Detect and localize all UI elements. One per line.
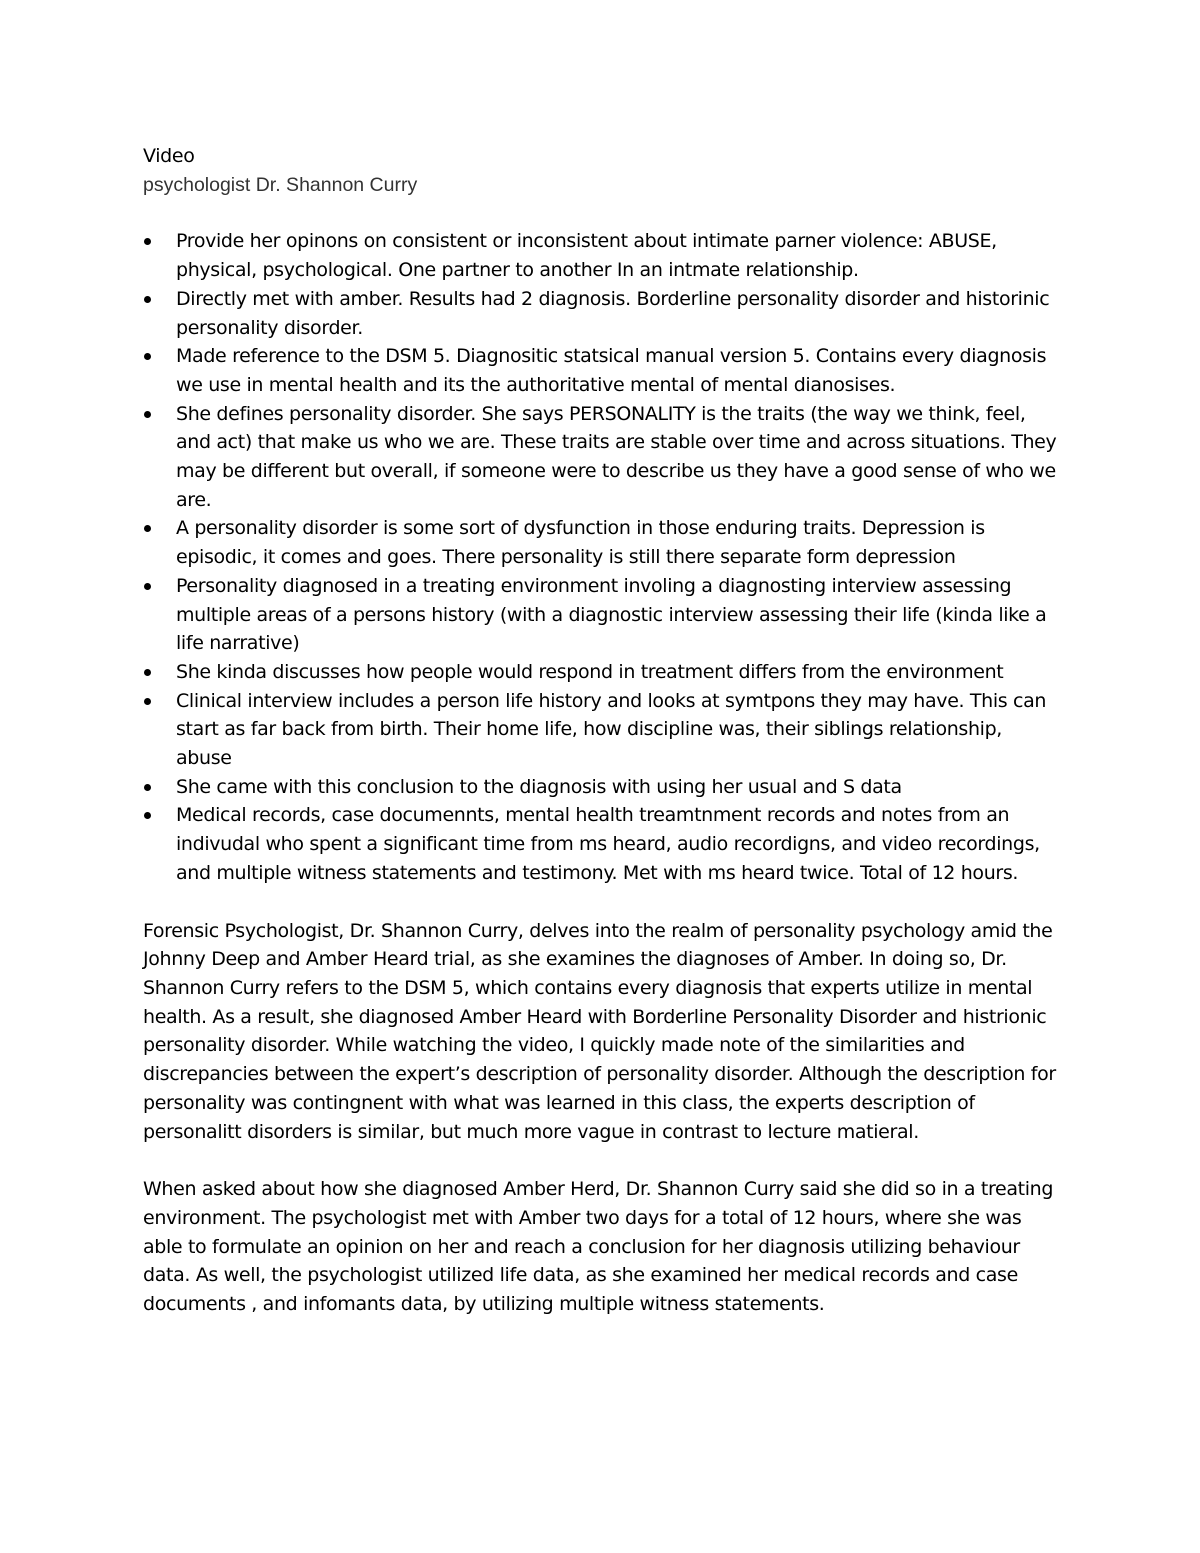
bullet-icon — [144, 698, 151, 705]
bullet-text: Clinical interview includes a person life history and looks at symtpons they may have. This can start as far back from birth. Their home life, how discipline was, their siblings relationship, abuse — [176, 689, 1047, 770]
bullet-icon — [144, 296, 151, 303]
bullet-item — [143, 227, 1063, 284]
bullet-text: Personality diagnosed in a treating environment involing a diagnosting interview assessing multiple areas of a persons history (with a diagnostic interview assessing their life (kinda like a life narrative) — [176, 574, 1047, 655]
bullet-icon — [144, 583, 151, 590]
bullet-item — [143, 572, 1063, 658]
bullet-text: She came with this conclusion to the diagnosis with using her usual and S data — [176, 775, 902, 798]
bullet-text: Directly met with amber. Results had 2 diagnosis. Borderline personality disorder and historinic personality disorder. — [176, 287, 1050, 339]
summary-paragraph: Forensic Psychologist, Dr. Shannon Curry, delves into the realm of personality psychology amid the Johnny Deep and Amber Heard trial, as she examines the diagnoses of Amber. In doing so, Dr. Shannon Curry refers to the DSM 5, which contains every diagnosis that experts utilize in mental health. As a result, she diagnosed Amber Heard with Borderline Personality Disorder and histrionic personality disorder. While watching the video, I quickly made note of the similarities and discrepancies between the expert’s description of personality disorder. Although the description for personality was contingnent with what was learned in this class, the experts description of personalitt disorders is similar, but much more vague in contrast to lecture matieral. — [143, 919, 1056, 1143]
document-heading: Video — [143, 145, 195, 167]
bullet-icon — [144, 353, 151, 360]
bullet-item — [143, 285, 1063, 342]
bullet-icon — [144, 812, 151, 819]
notes-bullet-list — [143, 227, 1063, 887]
bullet-icon — [144, 411, 151, 418]
document-subheading: psychologist Dr. Shannon Curry — [143, 173, 418, 196]
bullet-item — [143, 514, 1063, 571]
bullet-text: A personality disorder is some sort of dysfunction in those enduring traits. Depression is episodic, it comes and goes. There personality is still there separate form depression — [176, 517, 985, 569]
bullet-item — [143, 773, 1063, 802]
bullet-item — [143, 400, 1063, 515]
bullet-icon — [144, 669, 151, 676]
document-body — [143, 142, 1063, 1319]
bullet-text: Provide her opinons on consistent or inconsistent about intimate parner violence: ABUSE, physical, psychological. One partner to another In an intmate relationship. — [176, 230, 997, 282]
bullet-icon — [144, 525, 151, 532]
bullet-text: She kinda discusses how people would respond in treatment differs from the environment — [176, 660, 1004, 683]
bullet-text: Medical records, case documennts, mental health treamtnment records and notes from an indivudal who spent a significant time from ms heard, audio recordigns, and video recordings, and multiple witness statements and testimony. Met with ms heard twice. Total of 12 hours. — [176, 804, 1040, 884]
bullet-icon — [144, 784, 151, 791]
bullet-text: She defines personality disorder. She says PERSONALITY is the traits (the way we think, feel, and act) that make us who we are. These traits are stable over time and across situations. They may be different but overall, if someone were to describe us they have a good sense of who we are. — [176, 402, 1057, 511]
bullet-item — [143, 801, 1063, 887]
summary-paragraph: When asked about how she diagnosed Amber Herd, Dr. Shannon Curry said she did so in a treating environment. The psychologist met with Amber two days for a total of 12 hours, where she was able to formulate an opinion on her and reach a conclusion for her diagnosis utilizing behaviour data. As well, the psychologist utilized life data, as she examined her medical records and case documents , and infomants data, by utilizing multiple witness statements. — [143, 1178, 1054, 1316]
bullet-icon — [144, 238, 151, 245]
bullet-item — [143, 687, 1063, 773]
bullet-item — [143, 342, 1063, 399]
bullet-text: Made reference to the DSM 5. Diagnositic statsical manual version 5. Contains every diagnosis we use in mental health and its the authoritative mental of mental dianosises. — [176, 345, 1047, 396]
bullet-item — [143, 658, 1063, 687]
